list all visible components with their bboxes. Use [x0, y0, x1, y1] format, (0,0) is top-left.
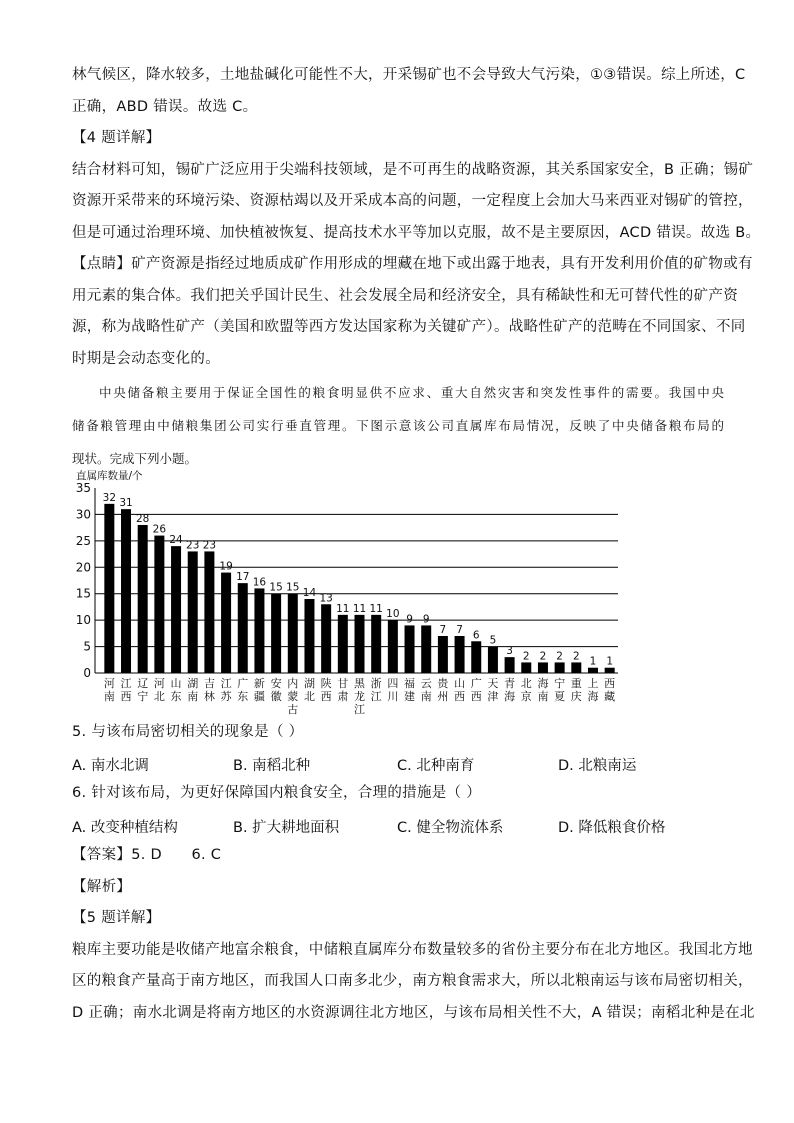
bar: [188, 551, 198, 673]
bar: [555, 662, 565, 673]
data-label: 16: [252, 576, 267, 589]
bar: [355, 615, 365, 673]
data-label: 31: [119, 497, 133, 510]
bar: [271, 594, 281, 673]
q5-stem: [72, 717, 724, 749]
data-label: 32: [102, 491, 117, 504]
bar: [455, 636, 465, 673]
bar: [438, 636, 448, 673]
text-line: 用元素的集合体。我们把关乎国计民生、社会发展全局和经济安全，具有稀缺性和无可替代性的矿产资: [72, 287, 738, 304]
x-tick-label: 海南: [537, 677, 549, 703]
x-tick-label: 湖南: [187, 677, 199, 703]
data-label: 15: [269, 581, 283, 594]
bar: [505, 657, 515, 673]
data-label: 11: [352, 602, 367, 615]
data-label: 9: [406, 613, 413, 626]
text-line: 储备粮管理由中储粮集团公司实行垂直管理。下图示意该公司直属库布局情况，反映了中央储备粮布局的: [72, 418, 724, 433]
data-label: 9: [422, 613, 430, 626]
text-line: 正确，ABD 错误。故选 C。: [72, 98, 258, 115]
bar: [154, 536, 164, 673]
data-label: 26: [152, 523, 167, 536]
bar: [521, 662, 531, 673]
y-tick-label: 5: [83, 639, 91, 654]
x-tick-label: 广东: [237, 677, 249, 703]
text-line: 时期是会动态变化的。: [72, 350, 220, 367]
x-tick-label: 河南: [103, 677, 115, 703]
data-label: 2: [539, 650, 547, 663]
text-line: 林气候区，降水较多，土地盐碱化可能性不大，开采锡矿也不会导致大气污染，①③错误。综上所述，C: [72, 67, 746, 83]
data-label: 6: [472, 629, 480, 642]
data-label: 11: [369, 602, 383, 615]
bar: [588, 668, 598, 673]
bar: [538, 662, 548, 673]
data-label: 1: [606, 655, 614, 668]
x-tick-label: 黑龙江: [354, 677, 365, 716]
data-label: 7: [456, 624, 463, 636]
option-b[interactable]: B. 扩大耕地面积: [233, 820, 340, 836]
data-label: 2: [572, 650, 580, 663]
y-tick-label: 10: [75, 613, 91, 628]
x-tick-label: 贵州: [437, 677, 449, 703]
data-label: 2: [522, 650, 530, 663]
material-paragraph: [72, 376, 724, 475]
question-stem: 5. 与该布局密切相关的现象是（ ）: [72, 724, 304, 740]
option-d[interactable]: D. 降低粮食价格: [558, 820, 666, 836]
x-tick-label: 陕西: [320, 677, 332, 703]
q4-detail-section: [72, 123, 761, 249]
data-label: 1: [589, 655, 597, 668]
bar: [288, 594, 298, 673]
x-tick-label: 江西: [120, 677, 132, 703]
data-label: 15: [286, 581, 300, 594]
data-label: 19: [219, 560, 233, 573]
bar: [405, 625, 415, 673]
bar: [488, 647, 498, 673]
x-tick-label: 上海: [587, 677, 599, 703]
q5-detail-section: [72, 903, 755, 1029]
x-tick-label: 宁夏: [554, 677, 566, 703]
data-label: 11: [336, 602, 350, 615]
text-line: 【点睛】矿产资源是指经过地质成矿作用形成的埋藏在地下或出露于地表，具有开发利用价值的矿物或有: [72, 256, 753, 272]
y-tick-label: 20: [75, 560, 91, 575]
x-tick-label: 广西: [470, 677, 482, 703]
x-tick-label: 北京: [520, 677, 532, 703]
y-tick-label: 30: [75, 507, 91, 522]
x-tick-label: 浙江: [370, 677, 382, 703]
bar: [204, 551, 214, 673]
text-line: 但是可通过治理环境、加快植被恢复、提高技术水平等加以克服，故不是主要原因，ACD 错误。故选 B。: [72, 224, 761, 241]
x-tick-label: 新疆: [253, 677, 265, 703]
data-label: 14: [302, 587, 317, 599]
text-line: 现状。完成下列小题。: [72, 451, 198, 466]
x-tick-label: 山东: [170, 677, 182, 703]
x-tick-label: 西藏: [604, 677, 616, 703]
section-heading: 【4 题详解】: [72, 130, 161, 146]
bar: [254, 588, 264, 673]
bar: [388, 620, 398, 673]
data-label: 7: [439, 624, 447, 636]
data-label: 28: [136, 513, 150, 525]
y-tick-label: 25: [75, 533, 91, 548]
y-axis-title: 直属库数量/个: [76, 470, 143, 482]
x-tick-label: 湖北: [303, 677, 315, 703]
y-tick-label: 15: [75, 586, 91, 601]
x-tick-label: 青海: [504, 677, 516, 703]
option-a[interactable]: A. 南水北调: [72, 758, 149, 774]
option-c[interactable]: C. 北种南育: [397, 758, 475, 774]
data-label: 23: [202, 539, 217, 552]
data-label: 13: [319, 592, 333, 605]
text-line: D 正确；南水北调是将南方地区的水资源调往北方地区，与该布局相关性不大，A 错误；南稻北种是在北: [72, 1004, 755, 1021]
x-tick-label: 山西: [454, 677, 466, 703]
x-tick-label: 吉林: [203, 677, 215, 703]
data-label: 2: [556, 650, 563, 663]
answer-line: 【答案】5. D 6. C: [72, 847, 222, 863]
x-tick-label: 四川: [387, 677, 399, 703]
x-tick-label: 江苏: [220, 677, 232, 703]
x-tick-label: 内蒙古: [287, 677, 299, 716]
bar: [371, 615, 381, 673]
text-line: 区的粮食产量高于南方地区，而我国人口南多北少，南方粮食需求大，所以北粮南运与该布局密切相关，: [72, 973, 753, 989]
x-tick-label: 河北: [153, 677, 165, 703]
x-tick-label: 福建: [404, 677, 416, 703]
bar: [171, 546, 181, 673]
bar: [338, 615, 348, 673]
tip-section: [72, 249, 753, 375]
bar: [104, 504, 114, 673]
bar: [121, 509, 131, 673]
text-line: 结合材料可知，锡矿广泛应用于尖端科技领域，是不可再生的战略资源，其关系国家安全，B 正确；锡矿: [72, 161, 754, 178]
x-tick-label: 辽宁: [137, 677, 149, 703]
section-heading: 【5 题详解】: [72, 910, 161, 926]
x-tick-label: 甘肃: [337, 677, 349, 703]
bar: [421, 625, 431, 673]
bar: [321, 604, 331, 673]
analysis-heading: 【解析】: [72, 878, 132, 895]
bar: [304, 599, 314, 673]
y-tick-label: 0: [83, 666, 91, 680]
x-tick-label: 安徽: [270, 677, 282, 703]
bar: [221, 573, 231, 673]
bar: [471, 641, 481, 673]
granary-bar-chart: [60, 462, 660, 717]
data-label: 24: [169, 534, 183, 547]
data-label: 23: [186, 539, 200, 552]
bar-chart-svg: [60, 462, 660, 717]
answer-section: [72, 840, 724, 903]
bar: [138, 525, 148, 673]
q3-conclusion-paragraph: [72, 60, 746, 123]
data-label: 17: [236, 571, 250, 584]
text-line: 源，称为战略性矿产（美国和欧盟等西方发达国家称为关键矿产）。战略性矿产的范畴在不同国家、不同: [72, 319, 746, 335]
option-d[interactable]: D. 北粮南运: [558, 758, 637, 774]
y-tick-label: 35: [75, 481, 91, 495]
question-stem: 6. 针对该布局，为更好保障国内粮食安全，合理的措施是（ ）: [72, 785, 482, 801]
data-label: 3: [506, 645, 513, 658]
text-line: 中央储备粮主要用于保证全国性的粮食明显供不应求、重大自然灾害和突发性事件的需要。我国中央: [99, 385, 724, 400]
text-line: 资源开采带来的环境污染、资源枯竭以及开采成本高的问题，一定程度上会加大马来西亚对锡矿的管控，: [72, 193, 753, 209]
x-tick-label: 天津: [487, 677, 499, 703]
x-tick-label: 重庆: [570, 677, 582, 703]
x-tick-label: 云南: [420, 677, 432, 703]
bar: [571, 662, 581, 673]
data-label: 5: [489, 634, 497, 647]
text-line: 粮库主要功能是收储产地富余粮食，中储粮直属库分布数量较多的省份主要分布在北方地区。我国北方地: [72, 941, 753, 958]
bar: [238, 583, 248, 673]
option-a[interactable]: A. 改变种植结构: [72, 820, 178, 836]
option-c[interactable]: C. 健全物流体系: [397, 820, 504, 836]
data-label: 10: [386, 608, 400, 621]
option-b[interactable]: B. 南稻北种: [233, 758, 311, 774]
q6-stem: [72, 778, 724, 810]
bar: [605, 668, 615, 673]
